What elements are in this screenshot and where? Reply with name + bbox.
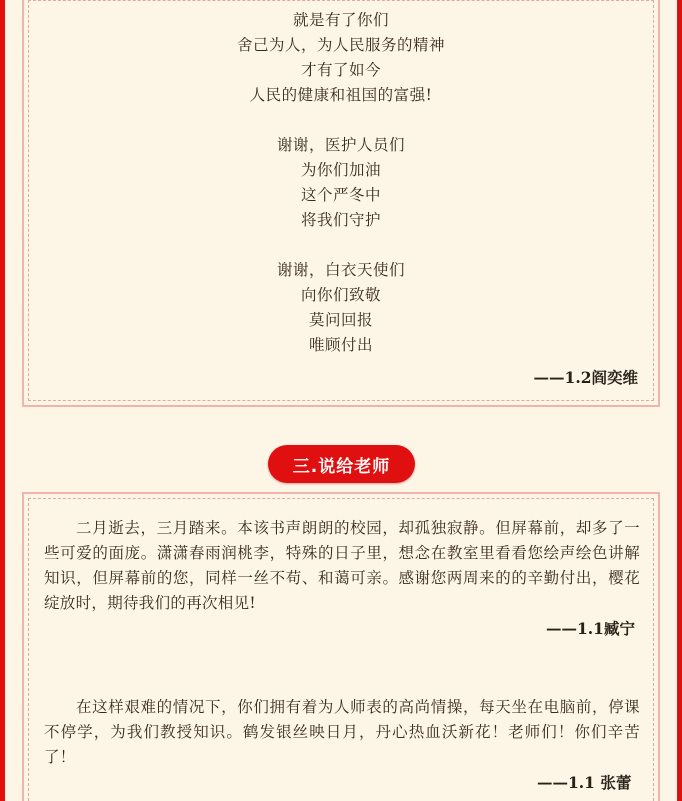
poem-line: 这个严冬中 <box>300 186 381 204</box>
poem-card <box>22 0 660 407</box>
poem-line: 唯顾付出 <box>308 336 373 354</box>
stanza-gap <box>24 233 658 258</box>
poem-line: 莫问回报 <box>308 311 373 329</box>
message-signature: ——1.1 张蕾 <box>537 773 632 792</box>
poem-line: 向你们致敬 <box>300 286 381 304</box>
poem-line: 才有了如今 <box>300 61 381 79</box>
stanza-gap <box>24 108 658 133</box>
poem-line: 为你们加油 <box>300 161 381 179</box>
message-paragraph: 二月逝去，三月踏来。本该书声朗朗的校园，却孤独寂静。但屏幕前，却多了一些可爱的面庞。潇潇春雨润桃李，特殊的日子里，想念在教室里看看您绘声绘色讲解知识，但屏幕前的您，同样一丝不苟、和蔼可亲。感谢您两周来的的辛勤付出，樱花绽放时，期待我们的再次相见! <box>44 519 640 612</box>
poem-line: 舍己为人，为人民服务的精神 <box>236 36 445 54</box>
section-title-badge: 三.说给老师 <box>268 445 415 483</box>
poem-text <box>24 8 658 358</box>
poem-line: 谢谢，白衣天使们 <box>276 261 405 279</box>
message-signature: ——1.1臧宁 <box>546 619 635 638</box>
left-red-border <box>0 0 5 801</box>
message-paragraph: 在这样艰难的情况下，你们拥有着为人师表的高尚情操，每天坐在电脑前，停课不停学，为我们教授知识。鹤发银丝映日月，丹心热血沃新花！老师们！你们辛苦了！ <box>44 698 640 766</box>
poem-line: 谢谢，医护人员们 <box>276 136 405 154</box>
poem-signature: ——1.2阎奕维 <box>533 368 638 387</box>
poem-line: 人民的健康和祖国的富强! <box>249 86 433 104</box>
poem-line: 就是有了你们 <box>292 11 389 29</box>
poem-line: 将我们守护 <box>300 211 381 229</box>
right-red-border <box>677 0 682 801</box>
